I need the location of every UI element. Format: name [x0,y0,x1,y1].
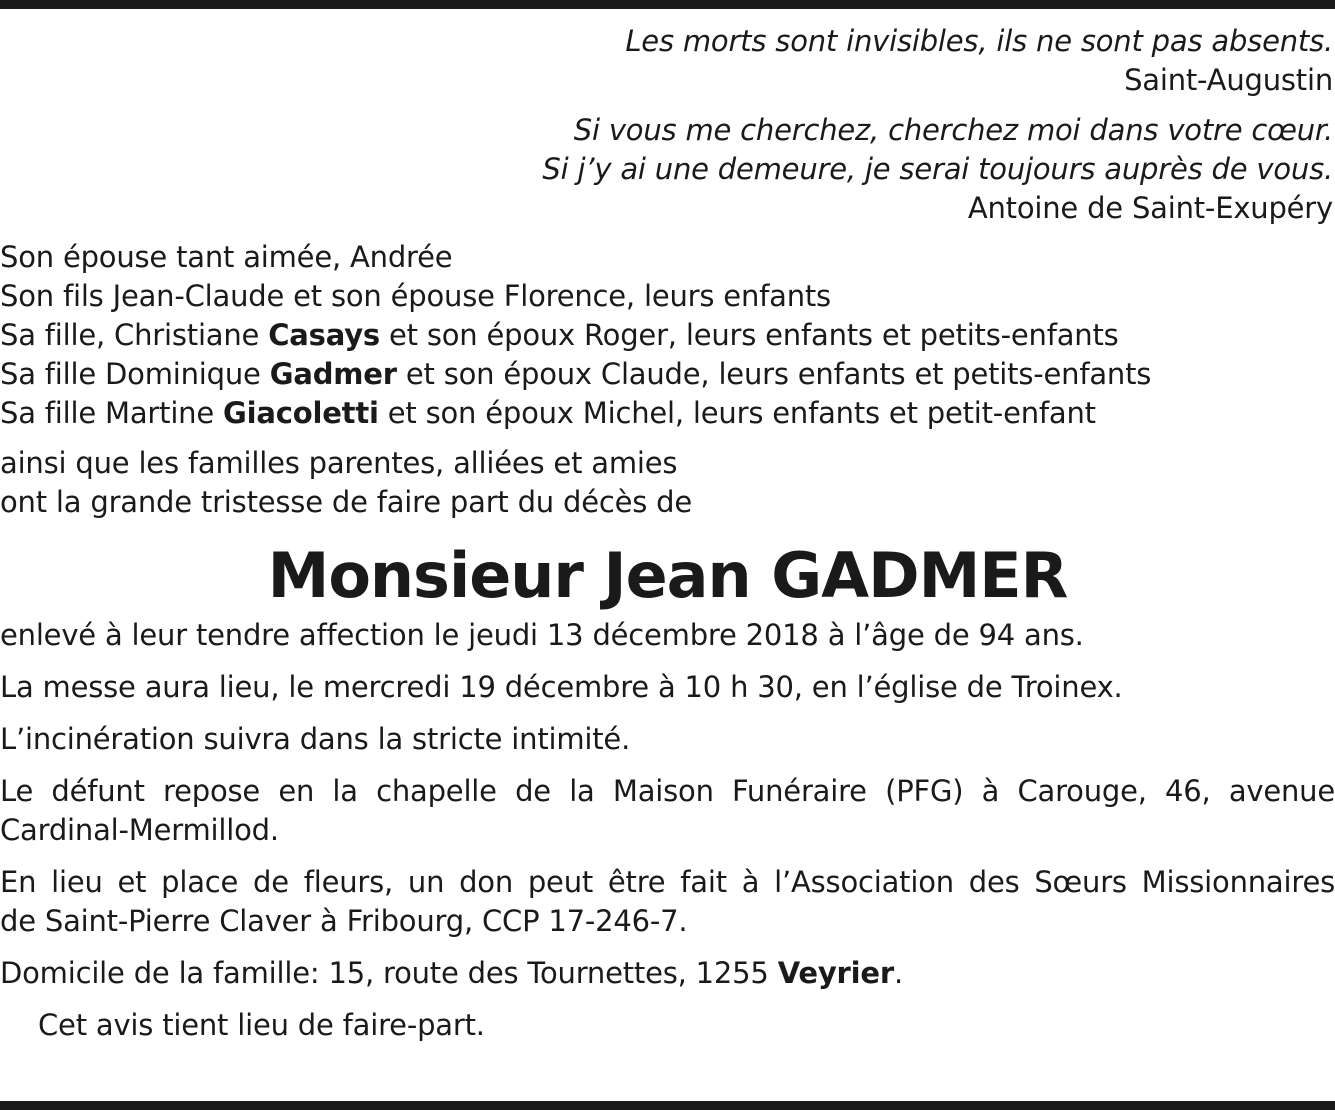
death-notice: enlevé à leur tendre affection le jeudi 13 décembre 2018 à l’âge de 94 ans. [0,618,1084,652]
mass-info: La messe aura lieu, le mercredi 19 décembre à 10 h 30, en l’église de Troinex. [0,670,1123,704]
family-line-4 [0,355,1335,394]
family-line-3 [0,316,1335,355]
domicile-place: Veyrier [777,956,894,990]
family-line-4-post: et son époux Claude, leurs enfants et petits-enfants [396,357,1152,391]
quote-2-author: Antoine de Saint-Exupéry [967,191,1333,225]
notice-line: Cet avis tient lieu de faire-part. [38,1008,485,1042]
relatives-line-2: ont la grande tristesse de faire part du décès de [0,485,693,519]
family-line-5-name: Giacoletti [223,396,379,430]
family-line-3-name: Casays [268,318,380,352]
family-line-1: Son épouse tant aimée, Andrée [0,240,453,274]
family-line-5 [0,394,1335,433]
resting-place [0,772,1335,850]
relatives-block [0,444,1335,522]
relatives-line-1: ainsi que les familles parentes, alliées et amies [0,446,678,480]
family-line-5-post: et son époux Michel, leurs enfants et petit-enfant [378,396,1096,430]
quote-2-line-2: Si j’y ai une demeure, je serai toujours auprès de vous. [542,152,1333,186]
family-domicile [0,954,1335,993]
bottom-rule [0,1101,1335,1110]
family-line-4-pre: Sa fille Dominique [0,357,270,391]
top-rule [0,0,1335,9]
resting-line-2: Cardinal-Mermillod. [0,813,279,847]
domicile-post: . [893,956,903,990]
donation-line-2: de Saint-Pierre Claver à Fribourg, CCP 17-246-7. [0,904,688,938]
family-line-5-pre: Sa fille Martine [0,396,224,430]
family-list [0,238,1335,433]
quotes-block [0,22,1335,228]
family-line-3-post: et son époux Roger, leurs enfants et petits-enfants [379,318,1119,352]
quote-1-author: Saint-Augustin [1124,63,1333,97]
donation-info [0,863,1335,941]
obituary-notice [0,22,1335,1045]
quote-2-line-1: Si vous me cherchez, cherchez moi dans votre cœur. [573,113,1333,147]
quote-1-text: Les morts sont invisibles, ils ne sont pas absents. [625,24,1333,58]
family-line-3-pre: Sa fille, Christiane [0,318,269,352]
family-line-2: Son fils Jean-Claude et son épouse Florence, leurs enfants [0,279,831,313]
family-line-4-name: Gadmer [269,357,397,391]
cremation-info: L’incinération suivra dans la stricte intimité. [0,722,631,756]
resting-line-1: Le défunt repose en la chapelle de la Maison Funéraire (PFG) à Carouge, 46, avenue [0,774,1335,808]
deceased-name: Monsieur Jean GADMER [267,539,1068,612]
donation-line-1: En lieu et place de fleurs, un don peut être fait à l’Association des Sœurs Missionnaires [0,865,1335,899]
domicile-pre: Domicile de la famille: 15, route des Tournettes, 1255 [0,956,778,990]
